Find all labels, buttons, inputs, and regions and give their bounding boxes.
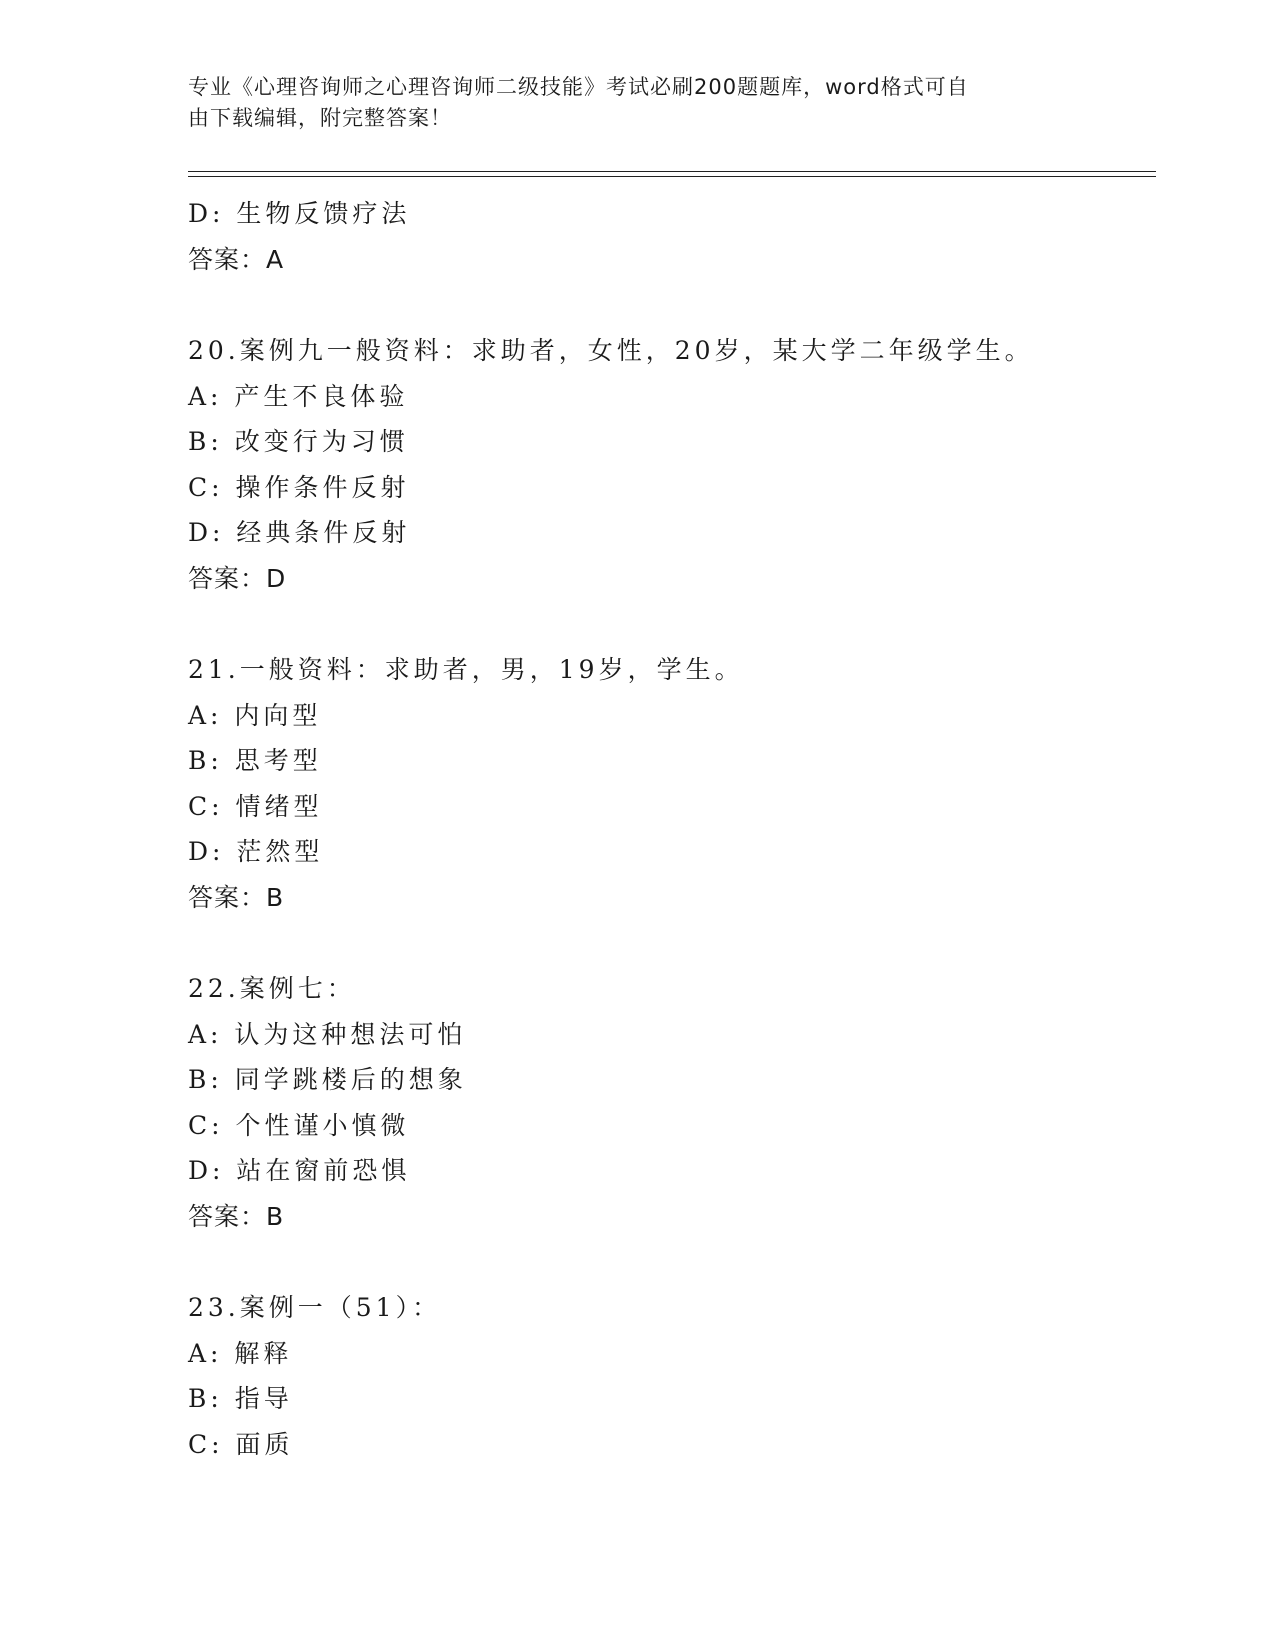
option-b: B: 改变行为习惯 bbox=[188, 427, 409, 456]
answer: 答案：B bbox=[188, 1201, 285, 1231]
option-b: B: 同学跳楼后的想象 bbox=[188, 1065, 467, 1094]
header-rule-bottom bbox=[188, 176, 1156, 177]
question-list bbox=[188, 191, 1156, 1467]
option-c: C: 情绪型 bbox=[188, 791, 323, 821]
option-d: D: 经典条件反射 bbox=[188, 518, 411, 547]
option-a: A: 解释 bbox=[188, 1338, 293, 1368]
header-rule-top bbox=[188, 171, 1156, 172]
question-text: 20.案例九一般资料：求助者，女性，20岁，某大学二年级学生。 bbox=[188, 336, 1034, 365]
option-c: C: 面质 bbox=[188, 1429, 294, 1459]
question-text: 21.一般资料：求助者，男，19岁，学生。 bbox=[188, 655, 744, 684]
option-d: D: 生物反馈疗法 bbox=[188, 199, 411, 228]
header-line-2: 由下载编辑，附完整答案！ bbox=[188, 106, 452, 130]
option-b: B: 思考型 bbox=[188, 746, 322, 775]
question-text: 22.案例七： bbox=[188, 974, 356, 1003]
question-19-tail bbox=[188, 191, 1156, 282]
option-a: A: 内向型 bbox=[188, 700, 322, 730]
question-20 bbox=[188, 328, 1156, 601]
question-text: 23.案例一（51）： bbox=[188, 1293, 442, 1322]
answer: 答案：B bbox=[188, 882, 285, 912]
option-d: D: 茫然型 bbox=[188, 837, 324, 866]
option-c: C: 操作条件反射 bbox=[188, 472, 410, 502]
question-22 bbox=[188, 966, 1156, 1239]
header-line-1: 专业《心理咨询师之心理咨询师二级技能》考试必刷200题题库，word格式可自 bbox=[188, 75, 969, 99]
option-d: D: 站在窗前恐惧 bbox=[188, 1156, 411, 1185]
answer: 答案：D bbox=[188, 563, 287, 593]
option-b: B: 指导 bbox=[188, 1384, 293, 1413]
option-a: A: 认为这种想法可怕 bbox=[188, 1019, 467, 1049]
question-23 bbox=[188, 1285, 1156, 1467]
answer: 答案：A bbox=[188, 244, 285, 274]
question-21 bbox=[188, 647, 1156, 920]
option-a: A: 产生不良体验 bbox=[188, 381, 409, 411]
option-c: C: 个性谨小慎微 bbox=[188, 1110, 410, 1140]
document-header bbox=[188, 72, 1068, 134]
